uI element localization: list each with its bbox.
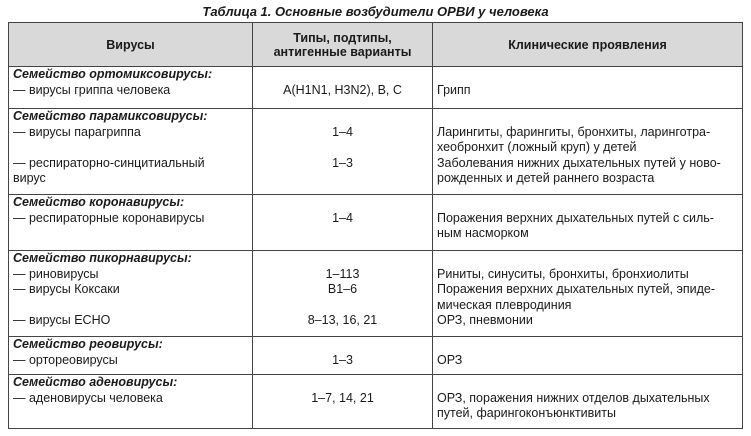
clinical-text: путей, фарингоконъюнктивиты xyxy=(437,406,616,420)
table-row xyxy=(9,375,743,429)
types-value: 1–113 xyxy=(325,266,360,281)
table-row xyxy=(9,67,743,109)
virus-name: — респираторно-синцитиальный xyxy=(13,155,205,170)
virus-cell xyxy=(9,109,253,195)
types-value: 8–13, 16, 21 xyxy=(307,313,378,327)
virus-name: — респираторные коронавирусы xyxy=(13,210,205,225)
types-value: 1–4 xyxy=(332,124,353,139)
family-name: Семейство ортомиксовирусы: xyxy=(13,67,213,81)
clinical-cell xyxy=(433,195,743,251)
types-cell xyxy=(253,337,433,375)
virus-name: вирус xyxy=(13,171,46,185)
clinical-cell xyxy=(433,251,743,337)
clinical-text: ОРЗ xyxy=(437,352,463,367)
header-types-line2: антигенные варианты xyxy=(273,44,412,59)
clinical-text: Ларингиты, фарингиты, бронхиты, ларинготра- xyxy=(437,124,711,139)
table-row xyxy=(9,337,743,375)
types-cell xyxy=(253,67,433,109)
clinical-text: ОРЗ, пневмонии xyxy=(437,313,533,327)
clinical-text: Риниты, синуситы, бронхиты, бронхиолиты xyxy=(437,266,689,281)
family-name: Семейство коронавирусы: xyxy=(13,195,185,209)
clinical-text: ОРЗ, поражения нижних отделов дыхательных xyxy=(437,390,710,405)
header-types xyxy=(253,23,433,67)
header-viruses: Вирусы xyxy=(9,23,253,67)
table-row xyxy=(9,195,743,251)
clinical-text: Поражения верхних дыхательных путей с силь- xyxy=(437,210,714,225)
types-value: 1–7, 14, 21 xyxy=(311,390,374,405)
types-value: A(H1N1, H3N2), B, C xyxy=(283,82,402,97)
family-name: Семейство парамиксовирусы: xyxy=(13,109,208,123)
clinical-text: ным насморком xyxy=(437,226,529,240)
header-clinical: Клинические проявления xyxy=(433,23,743,67)
virus-cell xyxy=(9,251,253,337)
virus-cell xyxy=(9,375,253,429)
clinical-text: рожденных и детей раннего возраста xyxy=(437,171,655,185)
orvi-pathogens-table xyxy=(8,22,743,429)
table-row xyxy=(9,109,743,195)
clinical-text: мическая плевродиния xyxy=(437,297,572,312)
family-name: Семейство пикорнавирусы: xyxy=(13,251,192,265)
clinical-text: Заболевания нижних дыхательных путей у ново- xyxy=(437,155,721,170)
clinical-cell xyxy=(433,67,743,109)
types-cell xyxy=(253,195,433,251)
virus-name: — вирусы гриппа человека xyxy=(13,82,171,97)
types-value: 1–3 xyxy=(332,155,353,170)
clinical-text: Поражения верхних дыхательных путей, эпиде- xyxy=(437,282,716,296)
virus-cell xyxy=(9,337,253,375)
virus-name: — ортореовирусы xyxy=(13,352,118,367)
types-value: B1–6 xyxy=(327,282,358,296)
header-row xyxy=(9,23,743,67)
table-caption: Таблица 1. Основные возбудители ОРВИ у человека xyxy=(202,4,549,19)
header-types-line1: Типы, подтипы, xyxy=(293,30,392,45)
clinical-text: Грипп xyxy=(437,82,471,97)
types-value: 1–3 xyxy=(332,352,353,367)
virus-name: — аденовирусы человека xyxy=(13,390,163,405)
types-cell xyxy=(253,109,433,195)
virus-name: — риновирусы xyxy=(13,266,99,281)
virus-cell xyxy=(9,195,253,251)
clinical-cell xyxy=(433,375,743,429)
types-cell xyxy=(253,251,433,337)
virus-cell xyxy=(9,67,253,109)
virus-name: — вирусы Коксаки xyxy=(13,282,120,296)
clinical-cell xyxy=(433,337,743,375)
family-name: Семейство реовирусы: xyxy=(13,337,163,351)
table-row xyxy=(9,251,743,337)
clinical-text: хеобронхит (ложный круп) у детей xyxy=(437,140,637,154)
family-name: Семейство аденовирусы: xyxy=(13,375,178,389)
types-value: 1–4 xyxy=(332,210,353,225)
clinical-cell xyxy=(433,109,743,195)
virus-name: — вирусы парагриппа xyxy=(13,124,141,139)
types-cell xyxy=(253,375,433,429)
virus-name: — вирусы ECHO xyxy=(13,313,111,327)
